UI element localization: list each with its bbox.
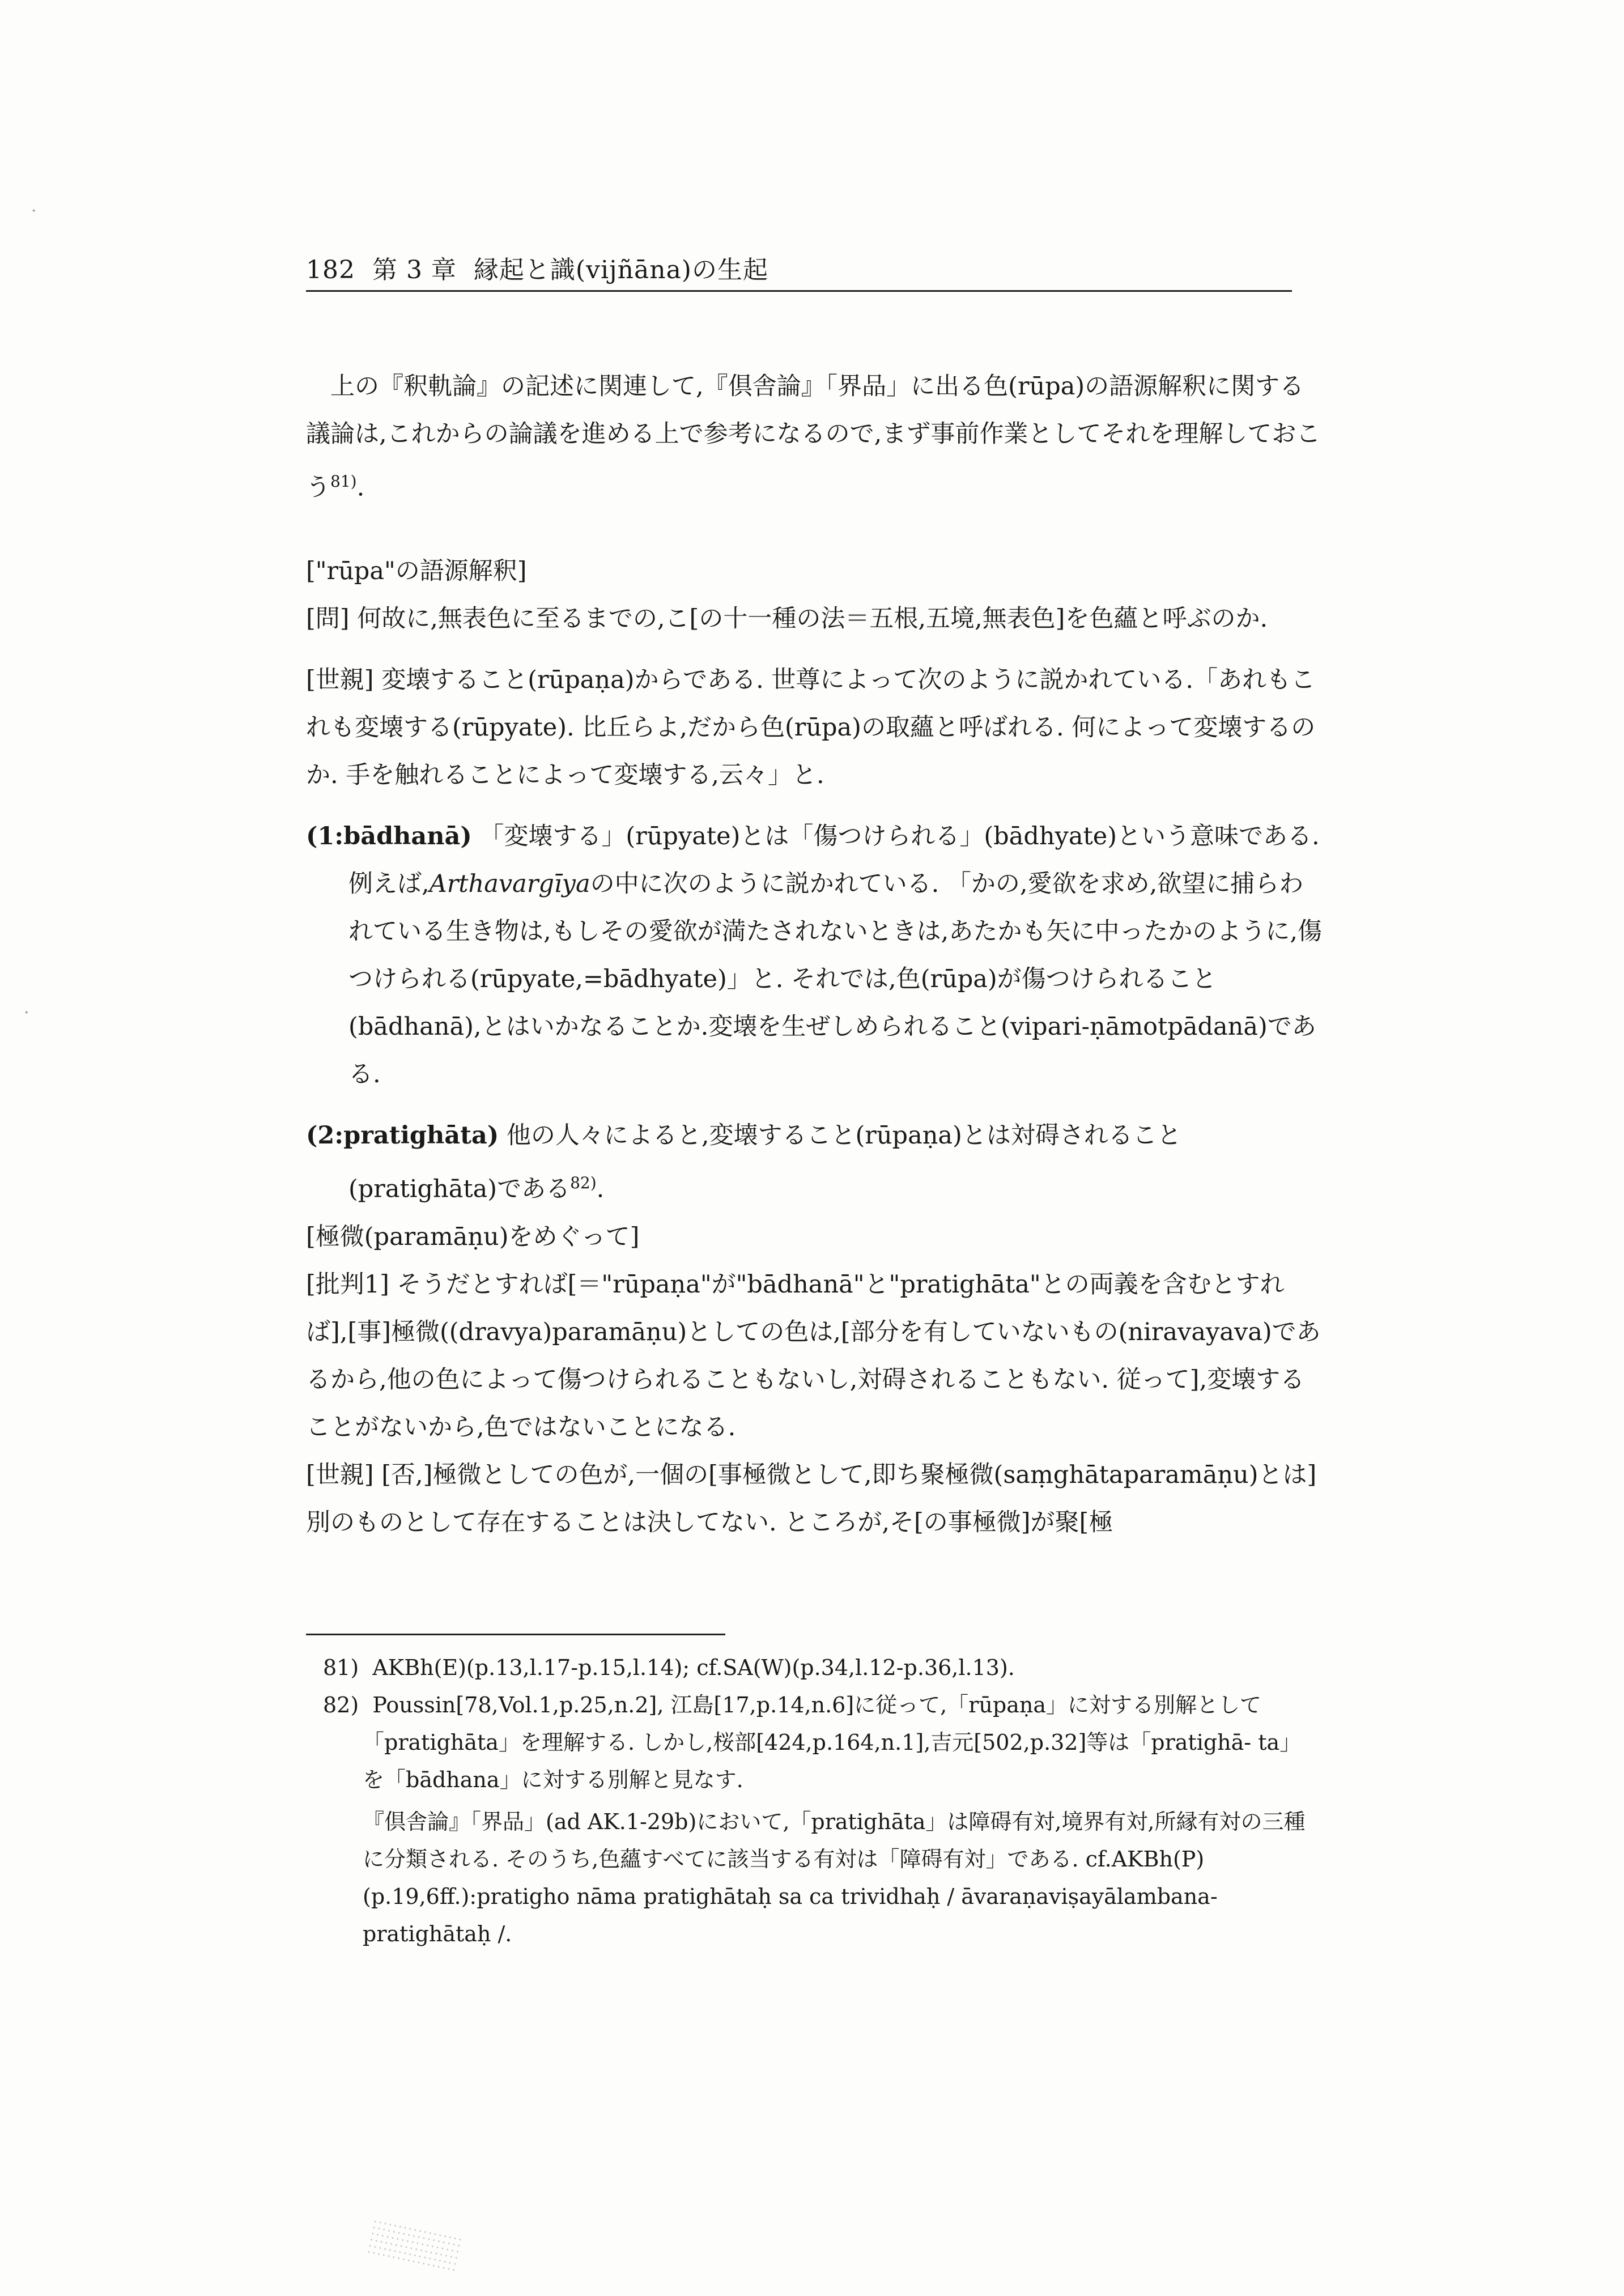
scan-noise	[365, 2218, 462, 2276]
footnote-82	[323, 1686, 1309, 1798]
item-badhana	[306, 813, 1326, 1098]
section-heading: ["rūpa"の語源解釈]	[306, 557, 527, 586]
seshin-answer-1: [世親] 変壊すること(rūpaṇa)からである. 世尊によって次のように説かれている.「あれもこれも変壊する(rūpyate). 比丘らよ,だから色(rūpa)の取蘊と呼ばれる. 何によって変壊するのか. 手を触れることによって変壊する,云々」と.	[306, 666, 1316, 790]
footnote-ref-82: 82)	[570, 1173, 597, 1193]
footnote-82-text: Poussin[78,Vol.1,p.25,n.2], 江島[17,p.14,n.6]に従って,「rūpaṇa」に対する別解として「pratighāta」を理解する. しかし,桜部[424,p.164,n.1],吉元[502,p.32]等は「pratighā- ta」を「bādhana」に対する別解と見なす.	[363, 1693, 1302, 1792]
item-badhana-text-b: の中に次のように説かれている. 「かの,愛欲を求め,欲望に捕らわれている生き物は,もしその愛欲が満たされないときは,あたかも矢に中ったかのように,傷つけられる(rūpyate,=bādhyate)」と. それでは,色(rūpa)が傷つけられること(bādhanā),とはいかなることか.変壊を生ぜしめられること(vipari-ṇāmotpādanā)である.	[348, 870, 1323, 1089]
intro-paragraph	[306, 363, 1326, 511]
item-badhana-label: (1:bādhanā)	[306, 822, 472, 851]
footnote-81-number: 81)	[323, 1655, 359, 1680]
footnote-82-continuation: 『倶舎論』「界品」(ad AK.1-29b)において,「pratighāta」は障碍有対,境界有対,所縁有対の三種に分類される. そのうち,色蘊すべてに該当する有対は「障碍有対」である. cf.AKBh(P)(p.19,6ff.):pratigho nāma pratighātaḥ sa ca trividhaḥ / āvaraṇaviṣayālambana-pratighātaḥ /.	[363, 1809, 1306, 1946]
scan-speck: ·	[31, 201, 37, 221]
scan-speck: ·	[24, 1003, 29, 1023]
item-badhana-italic: Arthavargīya	[429, 870, 590, 899]
item-pratighata-end: .	[596, 1175, 605, 1204]
footnotes	[323, 1649, 1309, 1953]
footnote-82-number: 82)	[323, 1693, 359, 1717]
footnote-81-text: AKBh(E)(p.13,l.17-p.15,l.14); cf.SA(W)(p.34,l.12-p.36,l.13).	[372, 1655, 1015, 1680]
chapter-number: 第 3 章	[372, 256, 457, 284]
intro-text: 上の『釈軌論』の記述に関連して,『倶舎論』「界品」に出る色(rūpa)の語源解釈に関する議論は,これからの論議を進める上で参考になるので,まず事前作業としてそれを理解しておこう	[306, 372, 1321, 502]
page-number: 182	[306, 256, 355, 284]
item-badhana-text-a: 「変壊する」(rūpyate)とは「傷つけられる」(bādhyate)という意味である. 例えば,	[348, 822, 1320, 899]
critique-paragraph: [批判1] そうだとすれば[＝"rūpaṇa"が"bādhanā"と"pratighāta"との両義を含むとすれば],[事]極微((dravya)paramāṇu)としての色は,[部分を有していないもの(niravayava)であるから,他の色によって傷つけられることもないし,対碍されることもない. 従って],変壊することがないから,色ではないことになる.	[306, 1270, 1321, 1442]
running-header	[306, 249, 1292, 292]
subheading: [極微(paramāṇu)をめぐって]	[306, 1222, 640, 1251]
chapter-title: 縁起と識(vijñāna)の生起	[473, 256, 768, 284]
main-text	[306, 363, 1326, 1546]
intro-end: .	[356, 473, 365, 502]
footnote-rule	[306, 1634, 725, 1635]
seshin-answer-2: [世親] [否,]極微としての色が,一個の[事極微として,即ち聚極微(saṃghātaparamāṇu)とは]別のものとして存在することは決してない. ところが,そ[の事極微]が聚[極	[306, 1460, 1317, 1537]
item-pratighata-label: (2:pratighāta)	[306, 1121, 499, 1150]
footnote-81	[323, 1649, 1309, 1686]
footnote-ref-81: 81)	[330, 472, 357, 491]
question-paragraph: [問] 何故に,無表色に至るまでの,こ[の十一種の法＝五根,五境,無表色]を色蘊と呼ぶのか.	[306, 605, 1268, 633]
item-pratighata-text: 他の人々によると,変壊すること(rūpaṇa)とは対碍されること(pratighāta)である	[348, 1121, 1181, 1204]
item-pratighata	[306, 1112, 1326, 1213]
